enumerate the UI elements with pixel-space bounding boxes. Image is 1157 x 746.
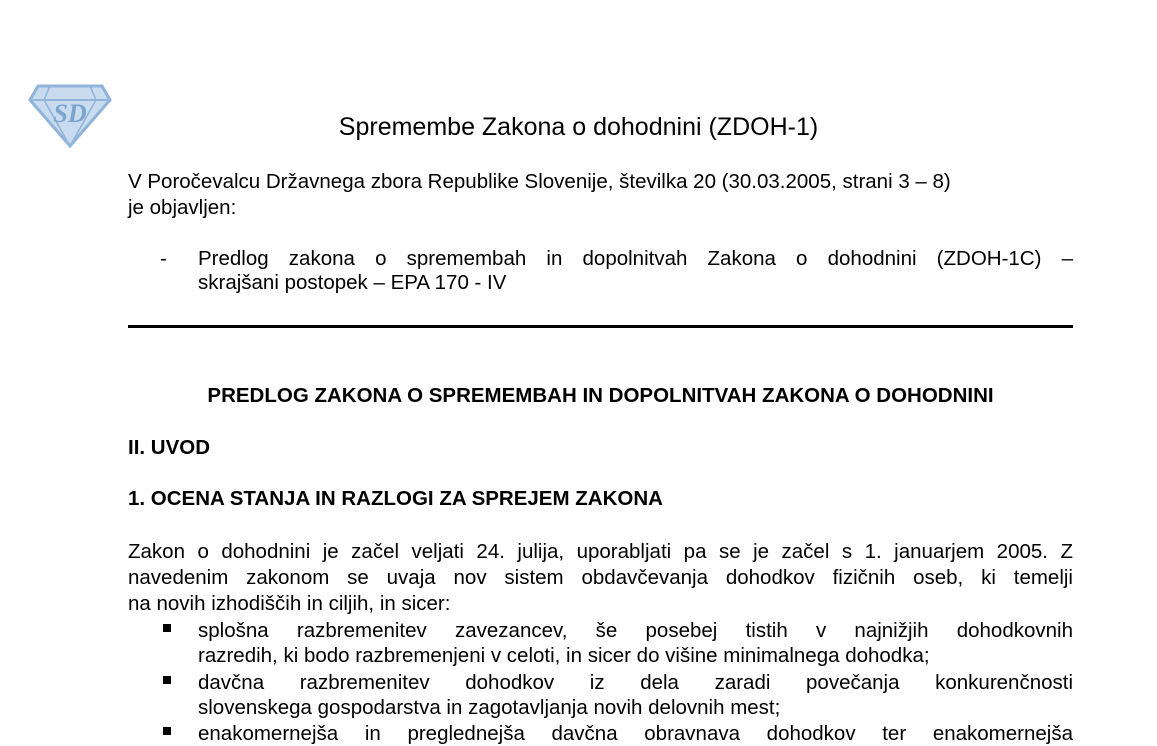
section-heading: II. UVOD [128, 436, 211, 459]
intro-line-1: V Poročevalcu Državnega zbora Republike Slovenije, številka 20 (30.03.2005, strani 3 – 8) [128, 170, 951, 193]
bullet-line-1: enakomernejša in preglednejša davčna obravnava dohodkov ter enakomernejša [198, 722, 1073, 745]
list-item [163, 670, 1073, 720]
proposal-line-2: skrajšani postopek – EPA 170 - IV [198, 271, 507, 294]
bullet-marker [163, 727, 171, 735]
bullet-line-1: splošna razbremenitev zavezancev, še posebej tistih v najnižjih dohodkovnih [198, 619, 1073, 642]
horizontal-rule [128, 325, 1073, 328]
list-item [163, 721, 1073, 746]
subsection-heading: 1. OCENA STANJA IN RAZLOGI ZA SPREJEM ZAKONA [128, 487, 663, 510]
bullet-line-1: davčna razbremenitev dohodkov iz dela zaradi povečanja konkurenčnosti [198, 671, 1073, 694]
paragraph-line-3: na novih izhodiščih in ciljih, in sicer: [128, 592, 451, 615]
logo-text: SD [53, 99, 87, 128]
bullet-marker [163, 624, 171, 632]
main-heading: PREDLOG ZAKONA O SPREMEMBAH IN DOPOLNITVAH ZAKONA O DOHODNINI [207, 384, 994, 407]
bullet-marker [163, 676, 171, 684]
intro-line-2: je objavljen: [128, 196, 237, 219]
list-item [163, 618, 1073, 668]
proposal-line-1: Predlog zakona o spremembah in dopolnitvah Zakona o dohodnini (ZDOH-1C) – [198, 247, 1073, 270]
proposal-item [160, 247, 1073, 295]
paragraph-line-2: navedenim zakonom se uvaja nov sistem obdavčevanja dohodkov fizičnih oseb, ki temelji [128, 566, 1073, 589]
bullet-line-2: slovenskega gospodarstva in zagotavljanja novih delovnih mest; [198, 696, 781, 719]
document-title: Spremembe Zakona o dohodnini (ZDOH-1) [338, 113, 819, 141]
dash-marker: - [160, 247, 167, 270]
bullet-line-2: razredih, ki bodo razbremenjeni v celoti, in sicer do višine minimalnega dohodka; [198, 644, 930, 667]
paragraph-line-1: Zakon o dohodnini je začel veljati 24. julija, uporabljati pa se je začel s 1. januarjem 2005. Z [128, 540, 1073, 563]
